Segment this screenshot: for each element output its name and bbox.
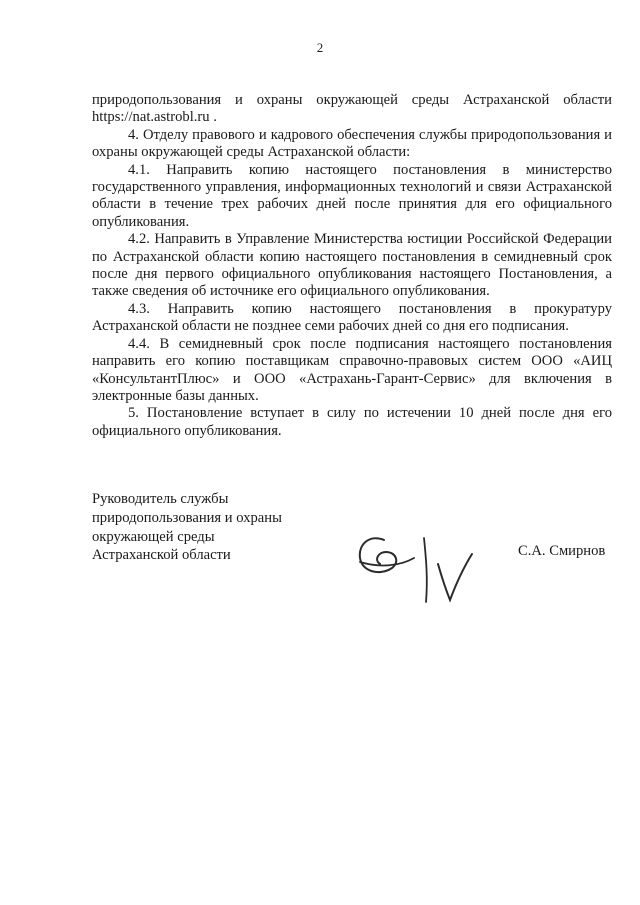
signatory-position	[92, 490, 282, 565]
paragraph-item-4-1: 4.1. Направить копию настоящего постановления в министерство государственного управления, информационных технологий и связи Астраханской области в течение трех рабочих дней после принятия для его официального опубликования.	[92, 161, 612, 230]
position-line: Астраханской области	[92, 547, 231, 564]
position-line: окружающей среды	[92, 528, 215, 545]
signer-name: С.А. Смирнов	[518, 543, 606, 559]
document-body	[92, 92, 612, 440]
paragraph-item-4: 4. Отделу правового и кадрового обеспечения службы природопользования и охраны окружающей среды Астраханской области:	[92, 126, 612, 161]
paragraph-item-4-4: 4.4. В семидневный срок после подписания настоящего постановления направить его копию поставщикам справочно-правовых систем ООО «АИЦ «КонсультантПлюс» и ООО «Астрахань-Гарант-Сервис» для включения в электронные базы данных.	[92, 335, 612, 404]
paragraph-item-5: 5. Постановление вступает в силу по истечении 10 дней после дня его официального опубликования.	[92, 405, 612, 439]
handwritten-signature	[340, 518, 490, 608]
paragraph-item-4-3: 4.3. Направить копию настоящего постановления в прокуратуру Астраханской области не позднее семи рабочих дней со дня его подписания.	[92, 300, 612, 335]
page-number: 2	[316, 40, 324, 55]
paragraph-website: природопользования и охраны окружающей среды Астраханской области https://nat.astrobl.ru .	[92, 92, 612, 126]
position-line: природопользования и охраны	[92, 509, 282, 526]
position-line: Руководитель службы	[92, 491, 229, 507]
paragraph-item-4-2: 4.2. Направить в Управление Министерства юстиции Российской Федерации по Астраханской области копию настоящего постановления в семидневный срок после дня первого официального опубликования настоящего Постановления, а также сведения об источнике его официального опубликования.	[92, 231, 612, 300]
